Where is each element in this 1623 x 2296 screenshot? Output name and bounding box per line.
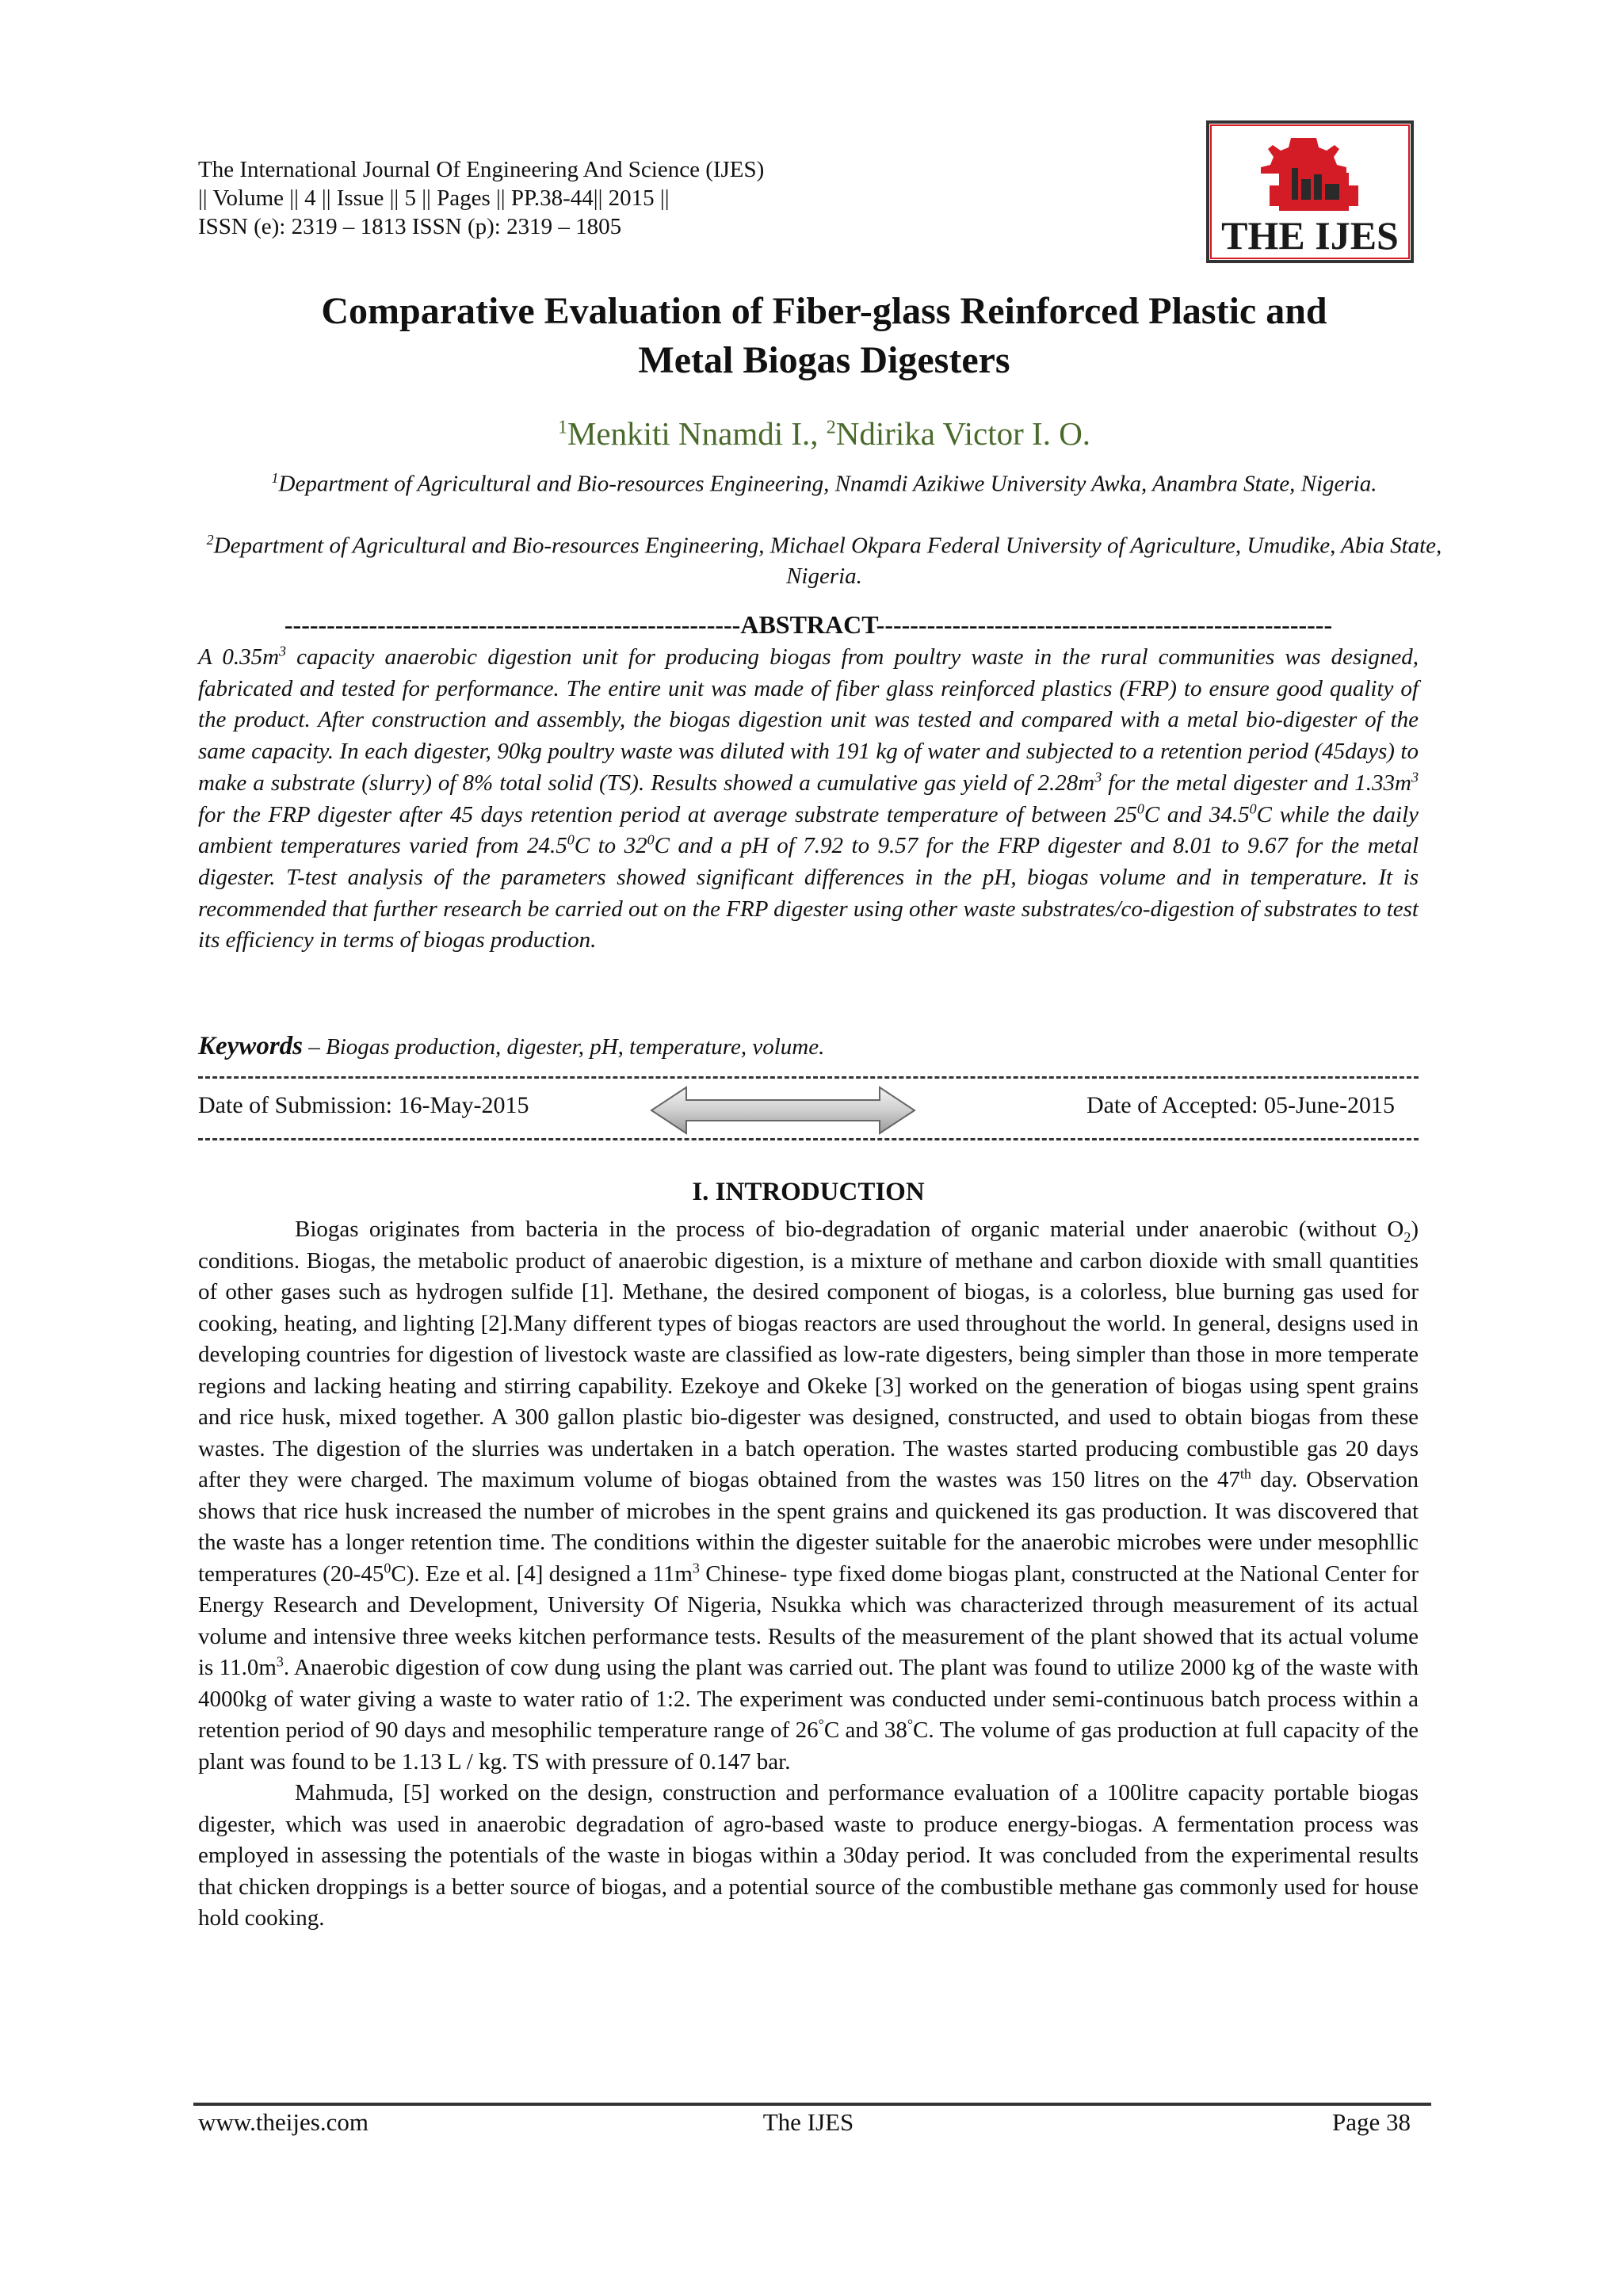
abstract-body: A $0.35m^3$ capacity anaerobic digestion unit for producing biogas from poultry waste in the rural communities was designed, fabricated and tested for performance. The entire unit was made of fiber glass reinforced plastics (FRP) to ensure good quality of the product. After construction and assembly, the biogas digestion unit was tested and compared with a metal bio-digester of the same capacity. In each digester, 90kg poultry waste was diluted with 191 kg of water and subjected to a retention period (45days) to make a substrate (slurry) of 8% total solid (TS). Results showed a cumulative gas yield of $2.28m^3$ for the metal digester and $1.33m^3$ for the FRP digester after 45 days retention period at average substrate temperature of between $25^0C$ and 34.5$^0$C while the daily ambient temperatures varied from 24.5$^0$C to $32^0C$ and a pH of 7.92 to 9.57 for the FRP digester and 8.01 to 9.67 for the metal digester. T-test analysis of the parameters showed significant differences in the pH, biogas volume and in temperature. It is recommended that further research be carried out on the FRP digester using other waste substrates/co-digestion of substrates to test its efficiency in terms of biogas production. [198, 643, 1419, 953]
affiliation-2-mark: 2 [206, 532, 214, 548]
authors [127, 415, 1522, 453]
affiliation-1-text: Department of Agricultural and Bio-resources Engineering, Nnamdi Azikiwe University Awka, Anambra State, Nigeria. [278, 471, 1377, 497]
abstract-heading: ------------------------------------------------------ABSTRACT------------------------------------------------------ [284, 610, 1333, 639]
paper-title [127, 287, 1522, 385]
keywords [198, 1032, 824, 1061]
author-2: Ndirika Victor I. O. [835, 415, 1091, 452]
double-arrow-icon [648, 1083, 918, 1138]
accepted-date: Date of Accepted: 05-June-2015 [1086, 1092, 1395, 1118]
journal-header [198, 155, 764, 241]
divider-top [198, 1076, 1419, 1079]
journal-volume: || Volume || 4 || Issue || 5 || Pages || PP.38-44|| 2015 || [198, 185, 670, 211]
title-line-2: Metal Biogas Digesters [638, 339, 1010, 381]
page-footer [198, 2108, 1419, 2140]
keywords-text: – Biogas production, digester, pH, temperature, volume. [303, 1034, 825, 1060]
title-line-1: Comparative Evaluation of Fiber-glass Reinforced Plastic and [321, 290, 1327, 332]
journal-issn: ISSN (e): 2319 – 1813 ISSN (p): 2319 – 1805 [198, 214, 622, 239]
affiliation-2-text: Department of Agricultural and Bio-resources Engineering, Michael Okpara Federal University of Agriculture, Umudike, Abia State, Nigeria. [213, 533, 1442, 589]
introduction-heading: I. INTRODUCTION [692, 1178, 925, 1206]
logo-text: THE IJES [1221, 213, 1399, 258]
keywords-label: Keywords [198, 1032, 303, 1060]
abstract-heading-text: ABSTRACT [740, 610, 876, 639]
journal-name: The International Journal Of Engineering And Science (IJES) [198, 157, 765, 182]
introduction-body [198, 1214, 1419, 1935]
footer-journal: The IJES [762, 2108, 854, 2136]
author-1: Menkiti Nnamdi I., [567, 415, 827, 452]
affiliation-1 [190, 463, 1458, 499]
divider-bottom [198, 1138, 1419, 1140]
ijes-logo [1206, 120, 1414, 263]
affiliation-1-mark: 1 [271, 470, 279, 486]
footer-rule [193, 2103, 1431, 2106]
footer-page-number: Page 38 [1331, 2108, 1411, 2136]
affiliation-2 [190, 525, 1458, 591]
footer-website: www.theijes.com [198, 2108, 369, 2136]
intro-paragraph-1: Biogas originates from bacteria in the process of bio-degradation of organic material under anaerobic (without $O_2$) conditions. Biogas, the metabolic product of anaerobic digestion, is a mixture of methane and carbon dioxide with small quantities of other gases such as hydrogen sulfide [1]. Methane, the desired component of biogas, is a colorless, blue burning gas used for cooking, heating, and lighting [2].Many different types of biogas reactors are used throughout the world. In general, designs used in developing countries for digestion of livestock waste are classified as low-rate digesters, being simpler than those in more temperate regions and lacking heating and stirring capability. Ezekoye and Okeke [3] worked on the generation of biogas using spent grains and rice husk, mixed together. A 300 gallon plastic bio-digester was designed, constructed, and used to obtain biogas from these wastes. The digestion of the slurries was undertaken in a batch operation. The wastes started producing combustible gas 20 days after they were charged. The maximum volume of biogas obtained from the wastes was 150 litres on the 47th day. Observation shows that rice husk increased the number of microbes in the spent grains and quickened its gas production. It was discovered that the waste has a longer retention time. The conditions within the digester suitable for the anaerobic microbes were under mesophllic temperatures $(20-45^0C)$. Eze et al. [4] designed a $11m^3$ Chinese- type fixed dome biogas plant, constructed at the National Center for Energy Research and Development, University Of Nigeria, Nsukka which was characterized through measurement of its actual volume and intensive three weeks kitchen performance tests. Results of the measurement of the plant showed that its actual volume is $11.0m^3$. Anaerobic digestion of cow dung using the plant was carried out. The plant was found to utilize 2000 kg of the waste with 4000kg of water giving a waste to water ratio of 1:2. The experiment was conducted under semi-continuous batch process within a retention period of 90 days and mesophilic temperature range of 26°C and 38°C. The volume of gas production at full capacity of the plant was found to be 1.13 L / kg. TS with pressure of 0.147 bar. [198, 1217, 1419, 1775]
submission-date: Date of Submission: 16-May-2015 [198, 1092, 529, 1118]
author-1-mark: 1 [557, 417, 567, 438]
intro-paragraph-2: Mahmuda, [5] worked on the design, construction and performance evaluation of a 100litre capacity portable biogas digester, which was used in anaerobic degradation of agro-based waste to produce energy-biogas. A fermentation process was employed in assessing the potentials of the waste in biogas within a 30day period. It was concluded from the experimental results that chicken droppings is a better source of biogas, and a potential source of the combustible methane gas commonly used for house hold cooking. [198, 1780, 1419, 1931]
author-2-mark: 2 [826, 417, 836, 438]
